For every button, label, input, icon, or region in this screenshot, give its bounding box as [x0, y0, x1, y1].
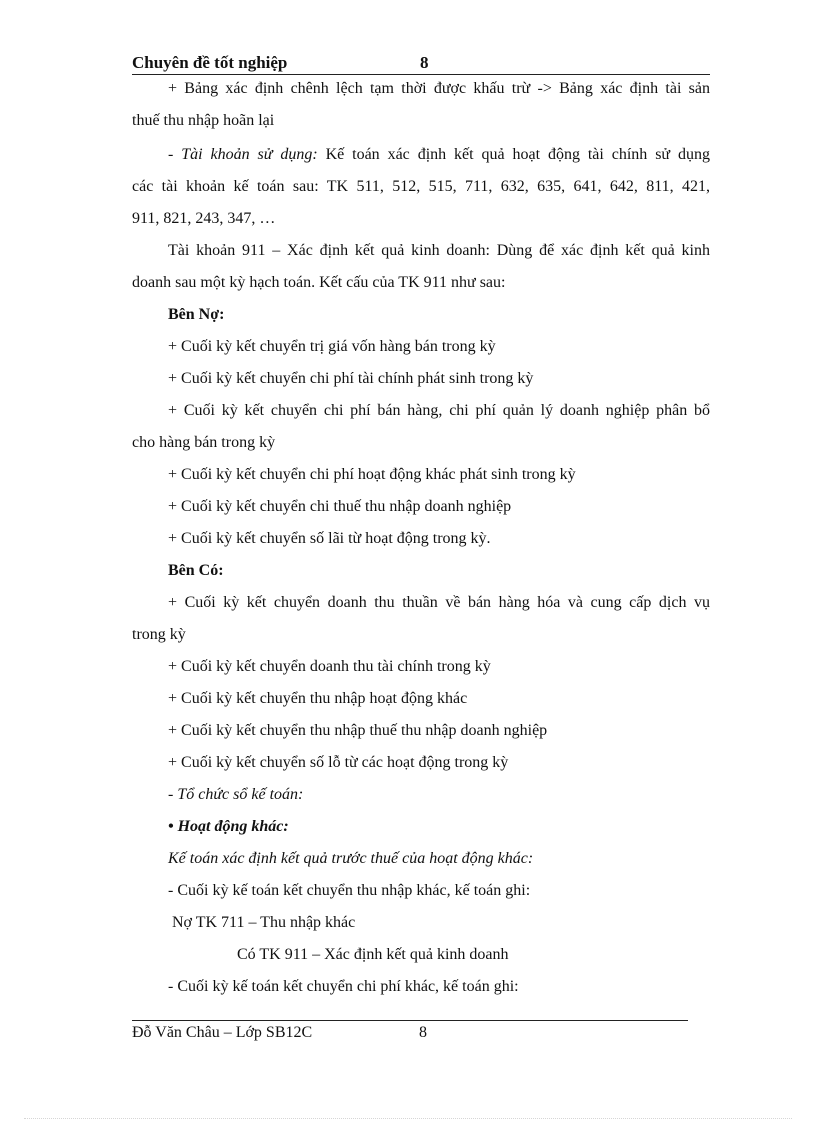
footer-page-number: 8: [419, 1024, 427, 1041]
credit-heading: Bên Có:: [168, 562, 224, 579]
paragraph-line: các tài khoản kế toán sau: TK 511, 512, 515, 711, 632, 635, 641, 642, 811, 421,: [132, 178, 710, 195]
header-title: Chuyên đề tốt nghiệp: [132, 53, 288, 72]
list-item: + Cuối kỳ kết chuyển chi thuế thu nhập doanh nghiệp: [168, 498, 512, 515]
paragraph-line: doanh sau một kỳ hạch toán. Kết cấu của TK 911 như sau:: [132, 274, 506, 291]
list-item: + Cuối kỳ kết chuyển chi phí bán hàng, chi phí quản lý doanh nghiệp phân bổ: [168, 402, 710, 419]
paragraph-line: + Bảng xác định chênh lệch tạm thời được khấu trừ -> Bảng xác định tài sản: [168, 80, 710, 97]
other-activities-heading: • Hoạt động khác:: [168, 818, 289, 835]
header-page-number: 8: [420, 53, 429, 72]
footer-author: Đỗ Văn Châu – Lớp SB12C: [132, 1024, 313, 1041]
list-item: + Cuối kỳ kết chuyển thu nhập thuế thu nhập doanh nghiệp: [168, 722, 548, 739]
list-item: + Cuối kỳ kết chuyển thu nhập hoạt động khác: [168, 690, 468, 707]
paragraph-text: Kế toán xác định kết quả hoạt động tài chính sử dụng: [317, 146, 710, 163]
list-item: - Cuối kỳ kế toán kết chuyển thu nhập khác, kế toán ghi:: [168, 882, 531, 899]
other-activities-subheading: Kế toán xác định kết quả trước thuế của hoạt động khác:: [168, 850, 534, 867]
page-header: [132, 50, 710, 75]
paragraph-line: [168, 144, 710, 166]
list-item: + Cuối kỳ kết chuyển chi phí tài chính phát sinh trong kỳ: [168, 370, 534, 387]
journal-entry-debit: Nợ TK 711 – Thu nhập khác: [172, 914, 356, 931]
list-item: - Cuối kỳ kế toán kết chuyển chi phí khác, kế toán ghi:: [168, 978, 519, 995]
paragraph-line: thuế thu nhập hoãn lại: [132, 112, 275, 129]
journal-entry-credit: Có TK 911 – Xác định kết quả kinh doanh: [237, 946, 509, 963]
debit-heading: Bên Nợ:: [168, 306, 225, 323]
account-label: - Tài khoản sử dụng:: [168, 146, 318, 163]
list-item: + Cuối kỳ kết chuyển doanh thu thuần về bán hàng hóa và cung cấp dịch vụ: [168, 594, 710, 611]
list-item: + Cuối kỳ kết chuyển số lỗ từ các hoạt động trong kỳ: [168, 754, 509, 771]
list-item-continuation: cho hàng bán trong kỳ: [132, 434, 276, 451]
list-item: + Cuối kỳ kết chuyển số lãi từ hoạt động trong kỳ.: [168, 530, 491, 547]
page-bottom-divider: [24, 1118, 792, 1119]
list-item: + Cuối kỳ kết chuyển trị giá vốn hàng bán trong kỳ: [168, 338, 496, 355]
paragraph-line: 911, 821, 243, 347, …: [132, 210, 276, 227]
paragraph-line: Tài khoản 911 – Xác định kết quả kinh doanh: Dùng để xác định kết quả kinh: [168, 242, 710, 259]
list-item-continuation: trong kỳ: [132, 626, 186, 643]
books-heading: - Tổ chức sổ kế toán:: [168, 786, 304, 803]
footer-divider: [132, 1020, 688, 1021]
list-item: + Cuối kỳ kết chuyển chi phí hoạt động khác phát sinh trong kỳ: [168, 466, 576, 483]
list-item: + Cuối kỳ kết chuyển doanh thu tài chính trong kỳ: [168, 658, 491, 675]
